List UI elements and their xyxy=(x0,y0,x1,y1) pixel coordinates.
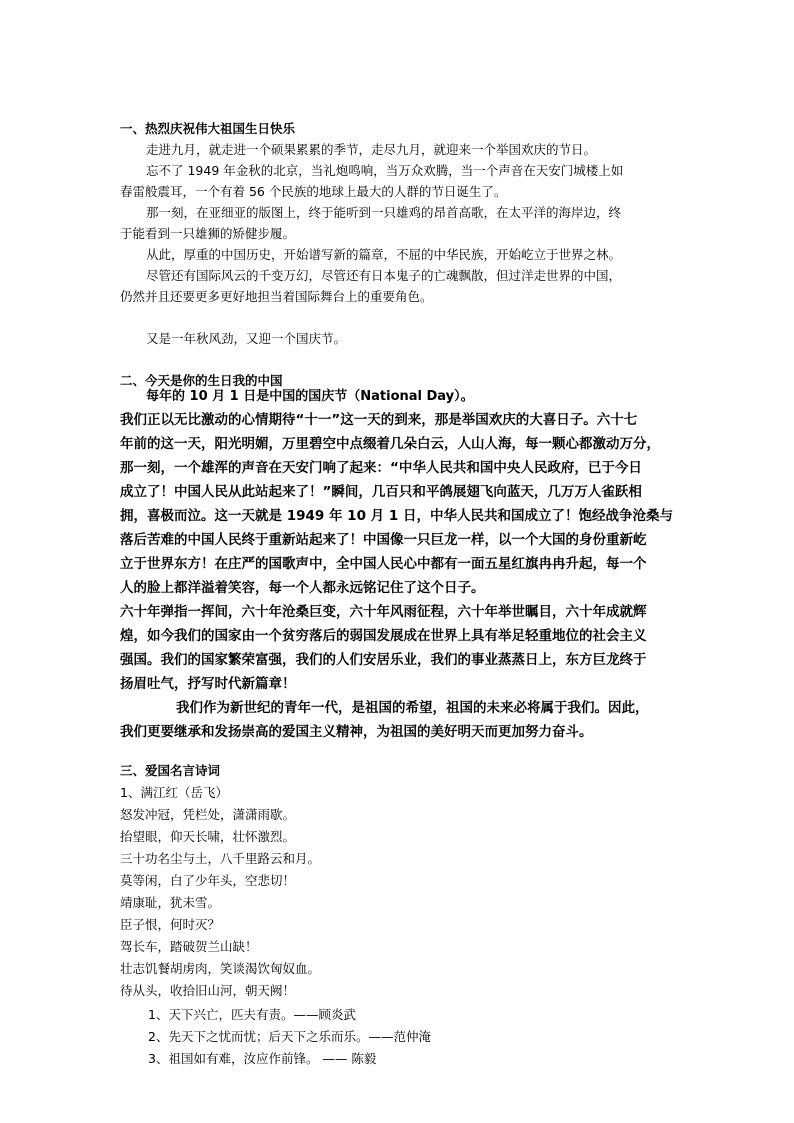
paragraph-line: 尽管还有国际风云的千变万幻，尽管还有日本鬼子的亡魂飘散，但过洋走世界的中国， xyxy=(146,268,622,283)
paragraph-line: 那一刻，一个雄浑的声音在天安门响了起来：“中华人民共和国中央人民政府，已于今日 xyxy=(120,460,642,476)
paragraph-line: 走进九月，就走进一个硕果累累的季节，走尽九月，就迎来一个举国欢庆的节日。 xyxy=(146,142,597,157)
paragraph-line: 春雷般震耳，一个有着 56 个民族的地球上最大的人群的节日诞生了。 xyxy=(120,184,507,199)
paragraph-line: 我们正以无比激动的心情期待“十一”这一天的到来，那是举国欢庆的大喜日子。六十七 xyxy=(120,412,638,428)
quote-line: 1、天下兴亡，匹夫有责。——顾炎武 xyxy=(148,1007,356,1022)
poem-line: 怒发冲冠，凭栏处，潇潇雨歇。 xyxy=(120,807,296,822)
paragraph-line: 强国。我们的国家繁荣富强，我们的人们安居乐业，我们的事业蒸蒸日上，东方巨龙终于 xyxy=(120,652,647,668)
paragraph-line: 又是一年秋风劲，又迎一个国庆节。 xyxy=(146,331,347,346)
paragraph-line: 人的脸上都洋溢着笑容，每一个人都永远铭记住了这个日子。 xyxy=(120,580,485,596)
paragraph-line: 成立了！中国人民从此站起来了！”瞬间，几百只和平鸽展翅飞向蓝天，几万万人雀跃相 xyxy=(120,484,642,500)
section-heading: 一、热烈庆祝伟大祖国生日快乐 xyxy=(120,121,296,136)
paragraph-line: 每年的 10 月 1 日是中国的国庆节（National Day）。 xyxy=(146,389,474,404)
poem-line: 1、满江红（岳飞） xyxy=(120,785,228,800)
paragraph-line: 扬眉吐气，抒写时代新篇章！ xyxy=(120,676,296,692)
poem-line: 臣子恨，何时灭？ xyxy=(120,917,221,932)
paragraph-line: 拥，喜极而泣。这一天就是 1949 年 10 月 1 日，中华人民共和国成立了！饱经战争沧桑与 xyxy=(120,508,673,524)
paragraph-line: 仍然并且还要更多更好地担当着国际舞台上的重要角色。 xyxy=(120,289,433,304)
poem-line: 三十功名尘与土，八千里路云和月。 xyxy=(120,851,321,866)
section-heading: 三、爱国名言诗词 xyxy=(120,763,221,778)
poem-line: 莫等闲，白了少年头，空悲切！ xyxy=(120,873,296,888)
section-heading: 二、今天是你的生日我的中国 xyxy=(120,373,283,388)
paragraph-line: 我们更要继承和发扬崇高的爱国主义精神，为祖国的美好明天而更加努力奋斗。 xyxy=(120,724,593,740)
paragraph-line: 年前的这一天，阳光明媚，万里碧空中点缀着几朵白云，人山人海，每一颗心都激动万分， xyxy=(120,436,660,452)
poem-line: 壮志饥餐胡虏肉，笑谈渴饮匈奴血。 xyxy=(120,961,321,976)
poem-line: 抬望眼，仰天长啸，壮怀激烈。 xyxy=(120,829,296,844)
quote-line: 3、祖国如有难，汝应作前锋。 —— 陈毅 xyxy=(148,1051,377,1066)
paragraph-line: 于能看到一只雄狮的矫健步履。 xyxy=(120,226,296,241)
paragraph-line: 煌，如今我们的国家由一个贫穷落后的弱国发展成在世界上具有举足轻重地位的社会主义 xyxy=(120,628,647,644)
paragraph-line: 落后苦难的中国人民终于重新站起来了！中国像一只巨龙一样，以一个大国的身份重新屹 xyxy=(120,532,647,548)
poem-line: 待从头，收拾旧山河，朝天阙！ xyxy=(120,983,296,998)
poem-line: 驾长车，踏破贺兰山缺！ xyxy=(120,939,258,954)
paragraph-line: 忘不了 1949 年金秋的北京，当礼炮鸣响，当万众欢腾，当一个声音在天安门城楼上如 xyxy=(146,163,624,178)
paragraph-line: 那一刻，在亚细亚的版图上，终于能听到一只雄鸡的昂首高歌，在太平洋的海岸边，终 xyxy=(146,205,622,220)
paragraph-line: 从此，厚重的中国历史，开始谱写新的篇章，不屈的中华民族，开始屹立于世界之林。 xyxy=(146,247,622,262)
paragraph-line: 六十年弹指一挥间，六十年沧桑巨变，六十年风雨征程，六十年举世瞩目，六十年成就辉 xyxy=(120,604,647,620)
paragraph-line: 立于世界东方！在庄严的国歌声中，全中国人民心中都有一面五星红旗冉冉升起，每一个 xyxy=(120,556,647,572)
quote-line: 2、先天下之忧而忧；后天下之乐而乐。——范仲淹 xyxy=(148,1029,431,1044)
poem-line: 靖康耻，犹未雪。 xyxy=(120,895,221,910)
paragraph-line: 我们作为新世纪的青年一代，是祖国的希望，祖国的未来必将属于我们。因此， xyxy=(176,700,649,716)
